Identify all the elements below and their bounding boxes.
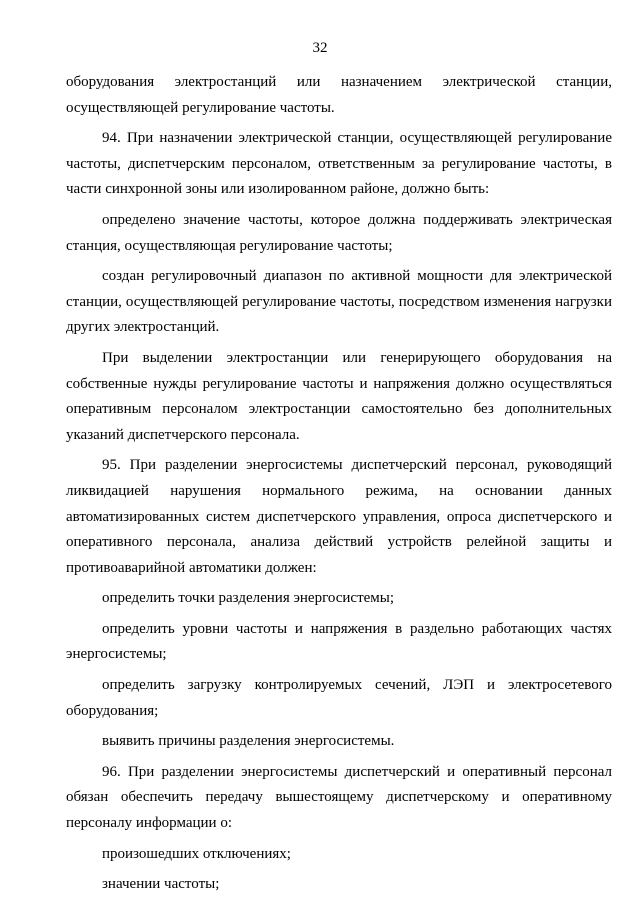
list-item-section-loading: определить загрузку контролируемых сечений, ЛЭП и электросетевого оборудования; — [66, 677, 612, 719]
paragraph-item-96: 96. При разделении энергосистемы диспетчерский и оперативный персонал обязан обеспечить передачу вышестоящему диспетчерскому и оперативному персоналу информации о: — [66, 763, 612, 832]
paragraph-item-94: 94. При назначении электрической станции, осуществляющей регулирование частоты, диспетчерским персоналом, ответственным за регулирование частоты, в части синхронной зоны или изолированном районе, должно быть: — [66, 130, 612, 198]
document-body — [66, 70, 612, 898]
list-item-frequency-value: определено значение частоты, которое должна поддерживать электрическая станция, осуществляющая регулирование частоты; — [66, 211, 612, 254]
list-item-regulation-range: создан регулировочный диапазон по активной мощности для электрической станции, осуществляющей регулирование частоты, посредством изменения нагрузки других электростанций. — [66, 268, 612, 336]
paragraph-own-needs: При выделении электростанции или генерирующего оборудования на собственные нужды регулирование частоты и напряжения должно осуществляться оперативным персоналом электростанции самостоятельно без дополнительных указаний диспетчерского персонала. — [66, 349, 612, 443]
paragraph-continuation: оборудования электростанций или назначением электрической станции, осуществляющей регулирование частоты. — [66, 74, 612, 116]
list-item-split-causes: выявить причины разделения энергосистемы. — [102, 733, 395, 750]
list-item-frequency-voltage-levels: определить уровни частоты и напряжения в раздельно работающих частях энергосистемы; — [66, 620, 612, 663]
list-item-disconnections: произошедших отключениях; — [102, 845, 291, 862]
list-item-frequency-value-info: значении частоты; — [102, 876, 220, 893]
list-item-split-points: определить точки разделения энергосистемы; — [102, 590, 395, 607]
paragraph-item-95: 95. При разделении энергосистемы диспетчерский персонал, руководящий ликвидацией нарушения нормального режима, на основании данных автоматизированных систем диспетчерского управления, опроса диспетчерского и оперативного персонала, анализа действий устройств релейной защиты и противоаварийной автоматики должен: — [66, 457, 612, 576]
page-number: 32 — [312, 40, 328, 56]
